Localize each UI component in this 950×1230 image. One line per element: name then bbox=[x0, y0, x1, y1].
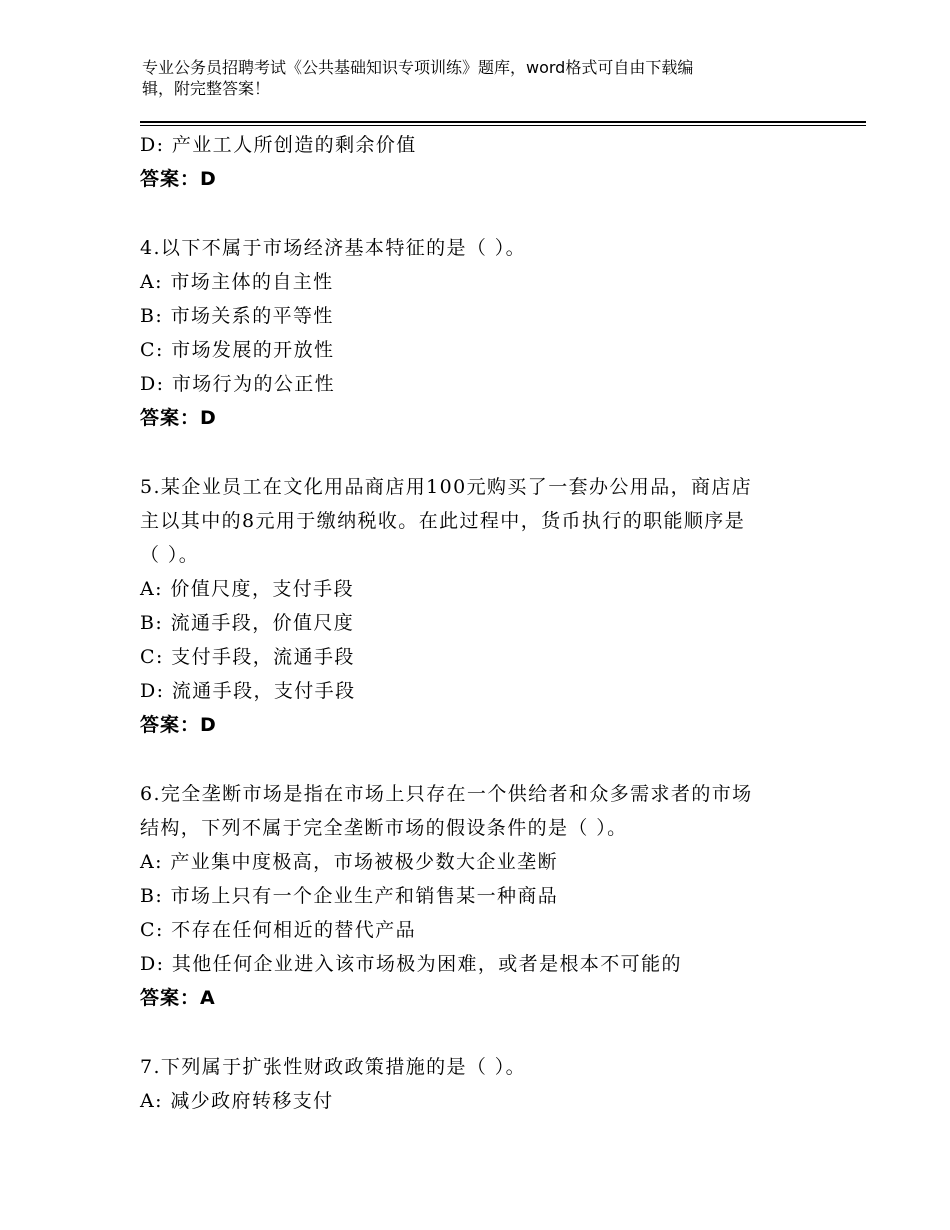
spacer bbox=[140, 196, 820, 231]
option-a: A: 市场主体的自主性 bbox=[140, 271, 334, 293]
prev-question-block bbox=[140, 128, 820, 196]
question-stem-line-2: 结构，下列不属于完全垄断市场的假设条件的是（ ）。 bbox=[140, 817, 628, 839]
option-c: C: 市场发展的开放性 bbox=[140, 339, 335, 361]
question-stem: 4.以下不属于市场经济基本特征的是（ ）。 bbox=[140, 237, 527, 259]
answer-line: 答案：A bbox=[140, 987, 216, 1009]
header-line-1: 专业公务员招聘考试《公共基础知识专项训练》题库，word格式可自由下载编 bbox=[142, 58, 694, 77]
question-7 bbox=[140, 1050, 820, 1118]
spacer bbox=[140, 742, 820, 777]
document-header bbox=[142, 57, 792, 99]
answer-line: 答案：D bbox=[140, 714, 217, 736]
header-rule-thin bbox=[140, 125, 866, 126]
question-stem-line-3: （ ）。 bbox=[140, 544, 200, 566]
question-4 bbox=[140, 231, 820, 435]
option-a: A: 价值尺度，支付手段 bbox=[140, 578, 354, 600]
option-d: D: 流通手段，支付手段 bbox=[140, 680, 356, 702]
question-stem-line-2: 主以其中的8元用于缴纳税收。在此过程中，货币执行的职能顺序是 bbox=[140, 510, 746, 532]
question-stem: 7.下列属于扩张性财政政策措施的是（ ）。 bbox=[140, 1056, 527, 1078]
option-b: B: 市场关系的平等性 bbox=[140, 305, 334, 327]
spacer bbox=[140, 1015, 820, 1050]
spacer bbox=[140, 435, 820, 470]
option-a: A: 产业集中度极高，市场被极少数大企业垄断 bbox=[140, 851, 558, 873]
option-c: C: 支付手段，流通手段 bbox=[140, 646, 355, 668]
header-line-2: 辑，附完整答案！ bbox=[142, 79, 271, 98]
answer-line: 答案：D bbox=[140, 407, 217, 429]
option-c: C: 不存在任何相近的替代产品 bbox=[140, 919, 416, 941]
option-a: A: 减少政府转移支付 bbox=[140, 1090, 334, 1112]
option-d: D: 其他任何企业进入该市场极为困难，或者是根本不可能的 bbox=[140, 953, 682, 975]
question-stem-line-1: 5.某企业员工在文化用品商店用100元购买了一套办公用品，商店店 bbox=[140, 476, 753, 498]
question-content bbox=[140, 128, 820, 1118]
option-d: D: 产业工人所创造的剩余价值 bbox=[140, 134, 417, 156]
question-stem-line-1: 6.完全垄断市场是指在市场上只存在一个供给者和众多需求者的市场 bbox=[140, 783, 753, 805]
option-b: B: 流通手段，价值尺度 bbox=[140, 612, 355, 634]
answer-line: 答案：D bbox=[140, 168, 217, 190]
option-b: B: 市场上只有一个企业生产和销售某一种商品 bbox=[140, 885, 559, 907]
option-d: D: 市场行为的公正性 bbox=[140, 373, 336, 395]
header-rule-thick bbox=[140, 121, 866, 123]
question-6 bbox=[140, 777, 820, 1015]
question-5 bbox=[140, 470, 820, 742]
